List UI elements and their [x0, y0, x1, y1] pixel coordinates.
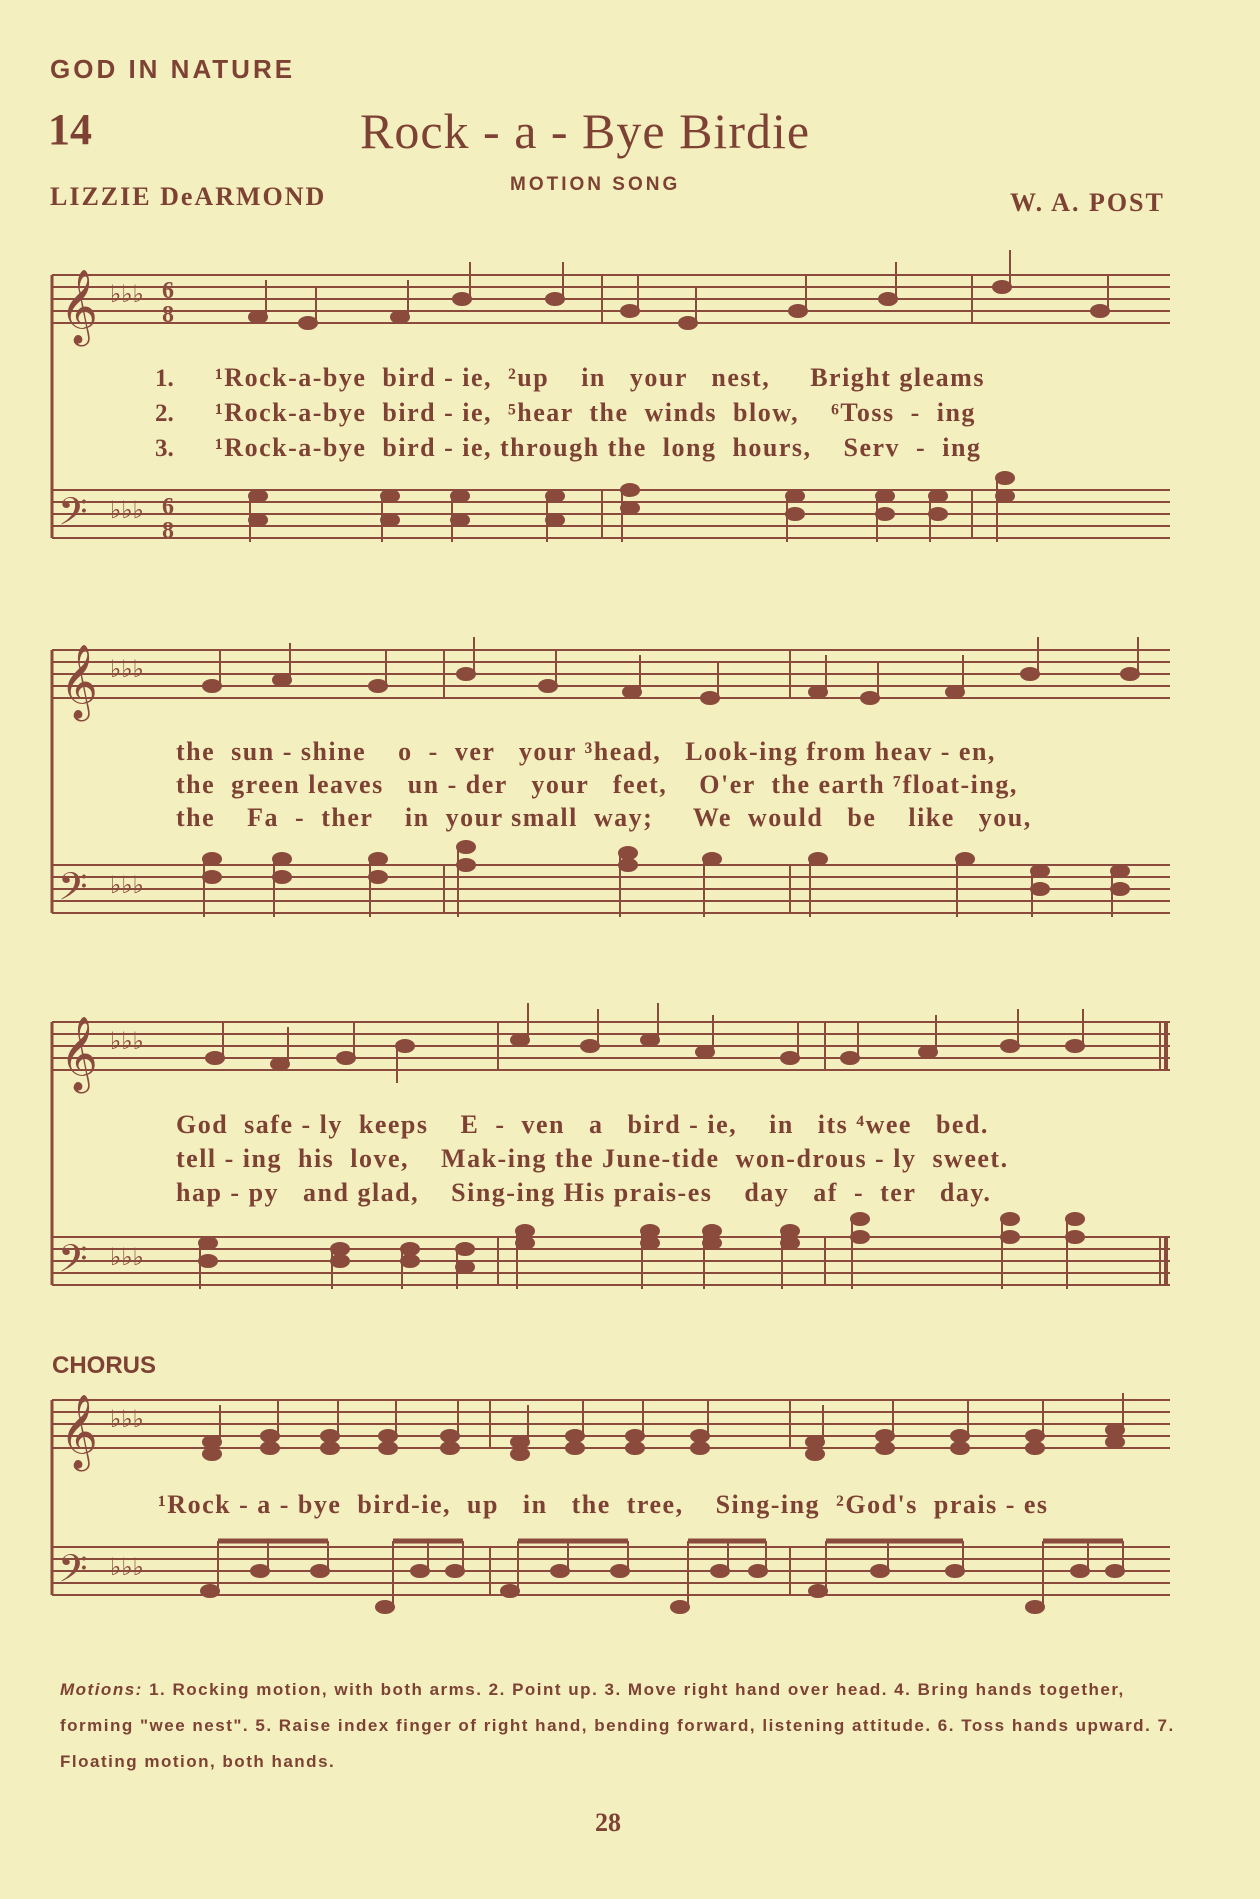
page-number: 28 [595, 1808, 621, 1837]
svg-text:♭♭♭: ♭♭♭ [110, 1553, 144, 1581]
lyric-line: ¹Rock-a-bye bird - ie, through the long hours, Serv - ing [215, 433, 982, 462]
svg-text:𝄞: 𝄞 [60, 1017, 98, 1091]
verse-block-1 [155, 363, 985, 468]
hymn-number: 14 [48, 105, 92, 154]
lyric-line: the Fa - ther in your small way; We would be like you, [176, 803, 1032, 832]
chorus-label: CHORUS [52, 1352, 157, 1379]
svg-text:8: 8 [162, 518, 174, 544]
chorus-lyric: ¹Rock - a - bye bird-ie, up in the tree, Sing-ing ²God's prais - es [158, 1490, 1049, 1519]
lyric-line: ¹Rock-a-bye bird - ie, ²up in your nest, Bright gleams [215, 363, 985, 392]
svg-text:𝄢: 𝄢 [58, 1546, 88, 1600]
svg-text:𝄞: 𝄞 [60, 645, 98, 719]
lyric-line: hap - py and glad, Sing-ing His prais-es day af - ter day. [176, 1178, 992, 1207]
motions-footnote [60, 1672, 1180, 1780]
lyric-line: ¹Rock-a-bye bird - ie, ⁵hear the winds blow, ⁶Toss - ing [215, 398, 976, 427]
lyricist-credit: LIZZIE DeARMOND [50, 182, 327, 211]
svg-text:6: 6 [162, 494, 174, 520]
svg-text:♭♭♭: ♭♭♭ [110, 1405, 144, 1433]
lyric-line: God safe - ly keeps E - ven a bird - ie, in its ⁴wee bed. [176, 1110, 989, 1139]
lyric-line: the green leaves un - der your feet, O'er the earth ⁷float-ing, [176, 770, 1018, 799]
lyric-line: the sun - shine o - ver your ³head, Look-ing from heav - en, [176, 737, 996, 766]
svg-text:♭♭♭: ♭♭♭ [110, 1027, 144, 1055]
verse-block-2 [176, 737, 1032, 836]
song-title: Rock - a - Bye Birdie [360, 103, 811, 159]
section-heading: GOD IN NATURE [50, 54, 296, 84]
svg-text:𝄢: 𝄢 [58, 489, 88, 543]
svg-text:♭♭♭: ♭♭♭ [110, 496, 144, 524]
svg-text:𝄞: 𝄞 [60, 270, 98, 344]
svg-text:♭♭♭: ♭♭♭ [110, 280, 144, 308]
motions-text: 1. Rocking motion, with both arms. 2. Point up. 3. Move right hand over head. 4. Bring hands together, forming "wee nest". 5. Raise index finger of right hand, bending forward, listening attitude. 6. Toss hands upward. 7. Floating motion, both hands. [60, 1680, 1175, 1771]
svg-text:♭♭♭: ♭♭♭ [110, 655, 144, 683]
verse-number: 3. [155, 435, 174, 462]
svg-text:6: 6 [162, 278, 174, 304]
composer-credit: W. A. POST [1010, 188, 1165, 217]
verse-number: 2. [155, 400, 174, 427]
svg-text:𝄢: 𝄢 [58, 1236, 88, 1290]
svg-text:♭♭♭: ♭♭♭ [110, 1243, 144, 1271]
svg-text:♭♭♭: ♭♭♭ [110, 871, 144, 899]
svg-text:𝄞: 𝄞 [60, 1395, 98, 1469]
lyric-line: tell - ing his love, Mak-ing the June-tide won-drous - ly sweet. [176, 1144, 1009, 1173]
svg-text:8: 8 [162, 302, 174, 328]
verse-number: 1. [155, 365, 174, 392]
svg-text:𝄢: 𝄢 [58, 864, 88, 918]
song-subtitle: MOTION SONG [510, 174, 681, 195]
verse-block-3 [176, 1110, 1009, 1212]
motions-label: Motions: [60, 1680, 143, 1699]
